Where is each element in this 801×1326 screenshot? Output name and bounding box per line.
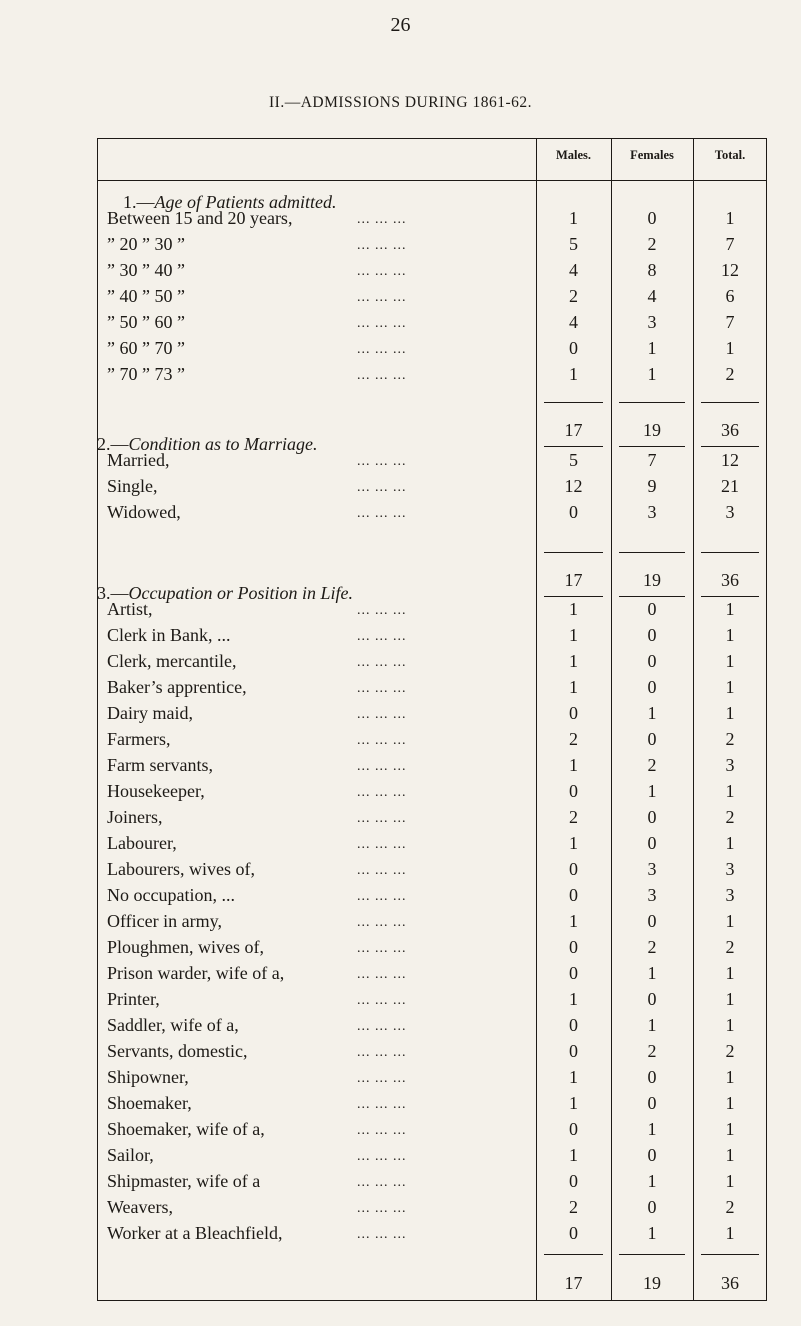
total-males: 17 [564,1273,583,1293]
row-label: Clerk in Bank, ... [107,625,231,645]
leader-dots: ... ... ... [357,1201,407,1216]
cell-total: 1 [725,911,735,931]
cell-total: 2 [725,937,735,957]
cell-total: 3 [725,755,735,775]
cell-total: 1 [725,1145,735,1165]
subtotal-rule [544,1254,603,1255]
table-row [97,1119,767,1145]
subtotal-rule [701,402,759,403]
table-bottom-rule [97,1300,767,1301]
cell-females: 0 [647,1093,657,1113]
cell-males: 4 [569,260,578,280]
row-label: Shoemaker, [107,1093,192,1113]
cell-males: 1 [569,651,578,671]
table-row [97,963,767,989]
row-label: Servants, domestic, [107,1041,248,1061]
cell-total: 1 [725,1067,735,1087]
cell-total: 7 [725,312,735,332]
cell-males: 1 [569,1093,578,1113]
row-label: Housekeeper, [107,781,205,801]
cell-total: 1 [725,625,735,645]
cell-males: 0 [569,963,578,983]
header-rule [97,180,767,181]
leader-dots: ... ... ... [357,967,407,982]
table-row [97,599,767,625]
cell-females: 3 [647,859,657,879]
row-label: Clerk, mercantile, [107,651,237,671]
table-row [97,1067,767,1093]
cell-total: 3 [725,885,735,905]
row-label: Officer in army, [107,911,222,931]
cell-females: 0 [647,1067,657,1087]
cell-females: 0 [647,807,657,827]
cell-total: 1 [725,781,735,801]
row-label: ” 30 ” 40 ” [107,260,185,280]
cell-males: 2 [569,807,578,827]
leader-dots: ... ... ... [357,1071,407,1086]
section-number: 3.— [97,583,129,603]
cell-total: 2 [725,1197,735,1217]
leader-dots: ... ... ... [357,1123,407,1138]
leader-dots: ... ... ... [357,290,407,305]
cell-males: 5 [569,234,578,254]
cell-total: 2 [725,1041,735,1061]
total-females: 19 [643,570,661,590]
leader-dots: ... ... ... [357,629,407,644]
cell-males: 0 [569,338,578,358]
cell-total: 1 [725,1119,735,1139]
cell-males: 0 [569,859,578,879]
cell-total: 1 [725,989,735,1009]
subtotal-rule [544,446,603,447]
row-label: Worker at a Bleachfield, [107,1223,283,1243]
cell-females: 0 [647,911,657,931]
row-label: Single, [107,476,158,496]
cell-males: 1 [569,755,578,775]
row-label: Sailor, [107,1145,154,1165]
cell-total: 2 [725,364,735,384]
subtotal-rule [701,1254,759,1255]
table-row [97,885,767,911]
cell-females: 1 [647,703,657,723]
table-row [97,502,767,528]
row-label: Between 15 and 20 years, [107,208,293,228]
cell-males: 0 [569,703,578,723]
cell-females: 9 [647,476,657,496]
total-males: 17 [564,570,583,590]
table-row [97,286,767,312]
cell-females: 1 [647,1171,657,1191]
leader-dots: ... ... ... [357,316,407,331]
subtotal-rule [701,446,759,447]
cell-males: 1 [569,989,578,1009]
total-females: 19 [643,1273,661,1293]
cell-males: 2 [569,1197,578,1217]
page-number: 26 [390,14,411,36]
cell-females: 3 [647,312,657,332]
leader-dots: ... ... ... [357,889,407,904]
cell-total: 2 [725,729,735,749]
table-row [97,1223,767,1249]
cell-females: 1 [647,1119,657,1139]
row-label: Married, [107,450,170,470]
cell-females: 4 [647,286,657,306]
row-label: ” 40 ” 50 ” [107,286,185,306]
cell-total: 12 [721,260,739,280]
cell-females: 7 [647,450,657,470]
leader-dots: ... ... ... [357,238,407,253]
cell-females: 1 [647,338,657,358]
leader-dots: ... ... ... [357,655,407,670]
column-header-males: Males. [555,148,592,162]
cell-females: 1 [647,364,657,384]
row-label: Labourer, [107,833,177,853]
cell-total: 3 [725,502,735,522]
cell-females: 2 [647,755,657,775]
cell-males: 0 [569,1041,578,1061]
cell-females: 2 [647,937,657,957]
cell-total: 1 [725,1171,735,1191]
row-label: Artist, [107,599,153,619]
table-row [97,651,767,677]
cell-males: 0 [569,937,578,957]
table-row [97,989,767,1015]
cell-females: 1 [647,1223,657,1243]
cell-females: 0 [647,208,657,228]
subtotal-rule [544,402,603,403]
table-row [97,937,767,963]
cell-males: 1 [569,911,578,931]
leader-dots: ... ... ... [357,811,407,826]
row-label: Farm servants, [107,755,213,775]
leader-dots: ... ... ... [357,785,407,800]
cell-males: 2 [569,286,578,306]
table-row [97,911,767,937]
leader-dots: ... ... ... [357,707,407,722]
leader-dots: ... ... ... [357,1227,407,1242]
cell-total: 3 [725,859,735,879]
row-label: Dairy maid, [107,703,193,723]
table-row [97,450,767,476]
cell-males: 1 [569,1067,578,1087]
table-row [97,1171,767,1197]
table-row [97,729,767,755]
leader-dots: ... ... ... [357,1175,407,1190]
leader-dots: ... ... ... [357,264,407,279]
row-label: Shipmaster, wife of a [107,1171,261,1191]
cell-females: 0 [647,989,657,1009]
row-label: Prison warder, wife of a, [107,963,285,983]
cell-total: 1 [725,651,735,671]
cell-total: 1 [725,208,735,228]
section-number: 1.— [123,192,155,212]
row-label: Joiners, [107,807,163,827]
leader-dots: ... ... ... [357,1045,407,1060]
cell-total: 1 [725,833,735,853]
cell-females: 0 [647,599,657,619]
cell-total: 1 [725,1223,735,1243]
cell-total: 7 [725,234,735,254]
section-number: 2.— [97,434,129,454]
subtotal-rule [619,1254,685,1255]
cell-females: 0 [647,625,657,645]
row-label: Farmers, [107,729,171,749]
leader-dots: ... ... ... [357,759,407,774]
cell-males: 1 [569,677,578,697]
column-header-total: Total. [714,148,746,162]
cell-females: 3 [647,502,657,522]
table-row [97,208,767,234]
subtotal-rule [619,552,685,553]
row-label: Printer, [107,989,160,1009]
page-title: II.—ADMISSIONS DURING 1861-62. [269,94,532,111]
row-label: Baker’s apprentice, [107,677,247,697]
table-row [97,755,767,781]
leader-dots: ... ... ... [357,342,407,357]
subtotal-rule [544,552,603,553]
cell-total: 1 [725,677,735,697]
row-label: No occupation, ... [107,885,235,905]
leader-dots: ... ... ... [357,863,407,878]
cell-males: 1 [569,208,578,228]
cell-males: 1 [569,833,578,853]
table-row [97,234,767,260]
subtotal-rule [701,552,759,553]
leader-dots: ... ... ... [357,454,407,469]
cell-females: 0 [647,651,657,671]
leader-dots: ... ... ... [357,993,407,1008]
cell-males: 0 [569,1015,578,1035]
section-title: Occupation or Position in Life. [128,583,353,603]
cell-males: 2 [569,729,578,749]
table-row [97,1093,767,1119]
table-row [97,476,767,502]
leader-dots: ... ... ... [357,368,407,383]
subtotal-rule [619,402,685,403]
subtotal-rule [701,596,759,597]
table-row [97,859,767,885]
cell-total: 6 [725,286,735,306]
cell-total: 1 [725,1093,735,1113]
cell-total: 1 [725,599,735,619]
table-row [97,1197,767,1223]
row-label: ” 50 ” 60 ” [107,312,185,332]
table-row [97,781,767,807]
total-males: 17 [564,420,583,440]
subtotal-rule [544,596,603,597]
cell-males: 5 [569,450,578,470]
cell-males: 0 [569,885,578,905]
cell-total: 1 [725,338,735,358]
leader-dots: ... ... ... [357,603,407,618]
cell-females: 3 [647,885,657,905]
row-label: Shoemaker, wife of a, [107,1119,265,1139]
subtotal-rule [619,596,685,597]
table-row [97,677,767,703]
cell-males: 1 [569,599,578,619]
row-label: Weavers, [107,1197,174,1217]
subtotal-rule [619,446,685,447]
cell-males: 0 [569,781,578,801]
row-label: Saddler, wife of a, [107,1015,239,1035]
table-row [97,1145,767,1171]
cell-females: 2 [647,1041,657,1061]
cell-females: 0 [647,1145,657,1165]
cell-total: 1 [725,963,735,983]
table-row [97,703,767,729]
section-title: Condition as to Marriage. [128,434,318,454]
leader-dots: ... ... ... [357,915,407,930]
cell-females: 2 [647,234,657,254]
row-label: Shipowner, [107,1067,189,1087]
cell-males: 1 [569,1145,578,1165]
cell-females: 0 [647,833,657,853]
cell-total: 2 [725,807,735,827]
leader-dots: ... ... ... [357,1149,407,1164]
cell-females: 8 [647,260,657,280]
cell-females: 1 [647,781,657,801]
cell-males: 12 [564,476,583,496]
leader-dots: ... ... ... [357,506,407,521]
section-title: Age of Patients admitted. [154,192,337,212]
cell-males: 0 [569,1171,578,1191]
cell-males: 4 [569,312,578,332]
table-row [97,260,767,286]
table-row [97,312,767,338]
leader-dots: ... ... ... [357,837,407,852]
cell-females: 1 [647,963,657,983]
leader-dots: ... ... ... [357,480,407,495]
cell-males: 1 [569,364,578,384]
table-row [97,364,767,390]
leader-dots: ... ... ... [357,1019,407,1034]
cell-females: 0 [647,677,657,697]
cell-males: 0 [569,1223,578,1243]
total-total: 36 [721,420,739,440]
table-row [97,807,767,833]
leader-dots: ... ... ... [357,1097,407,1112]
cell-total: 21 [721,476,739,496]
row-label: ” 60 ” 70 ” [107,338,185,358]
leader-dots: ... ... ... [357,733,407,748]
table-row [97,833,767,859]
row-label: Widowed, [107,502,181,522]
leader-dots: ... ... ... [357,681,407,696]
table-row [97,1041,767,1067]
column-header-females: Females [630,148,674,162]
table-row [97,1015,767,1041]
cell-females: 0 [647,1197,657,1217]
table-top-rule [97,138,767,139]
table-row [97,338,767,364]
total-females: 19 [643,420,661,440]
cell-females: 1 [647,1015,657,1035]
cell-females: 0 [647,729,657,749]
total-total: 36 [721,570,739,590]
cell-males: 1 [569,625,578,645]
table-row [97,625,767,651]
row-label: ” 20 ” 30 ” [107,234,185,254]
cell-total: 1 [725,1015,735,1035]
row-label: ” 70 ” 73 ” [107,364,185,384]
cell-males: 0 [569,1119,578,1139]
cell-total: 1 [725,703,735,723]
leader-dots: ... ... ... [357,212,407,227]
cell-total: 12 [721,450,739,470]
total-total: 36 [721,1273,739,1293]
row-label: Labourers, wives of, [107,859,255,879]
leader-dots: ... ... ... [357,941,407,956]
cell-males: 0 [569,502,578,522]
row-label: Ploughmen, wives of, [107,937,264,957]
